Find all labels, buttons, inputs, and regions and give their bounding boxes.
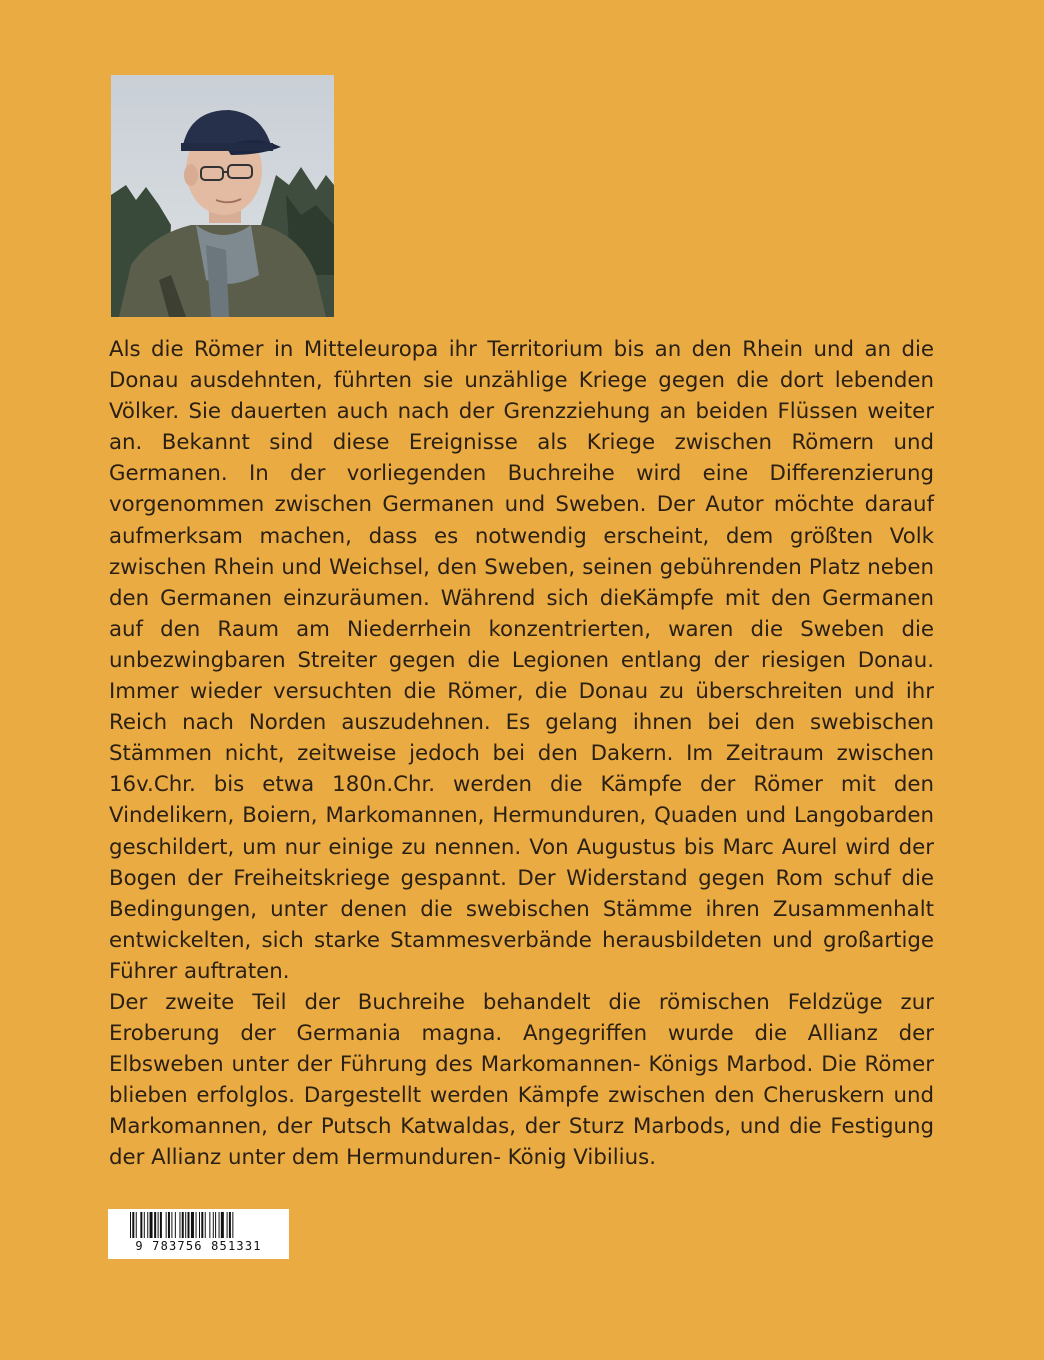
barcode-bar (168, 1212, 170, 1238)
barcode-bars (108, 1209, 289, 1241)
barcode-bar (136, 1212, 137, 1238)
book-description (109, 334, 934, 1174)
barcode-bar (144, 1212, 145, 1238)
barcode-bar (229, 1212, 231, 1238)
barcode-bar (199, 1212, 200, 1238)
author-photo (111, 75, 334, 317)
barcode-bar (227, 1212, 228, 1238)
barcode-bar (179, 1212, 180, 1238)
barcode-bar (213, 1212, 214, 1238)
barcode-bar (209, 1212, 210, 1238)
barcode-bar (175, 1212, 176, 1238)
barcode-bar (188, 1212, 190, 1238)
barcode-bar (158, 1212, 159, 1238)
barcode-bar (191, 1212, 194, 1238)
barcode-bar (182, 1212, 184, 1238)
barcode-bar (201, 1212, 203, 1238)
barcode-bar (132, 1212, 134, 1238)
barcode-bar (171, 1212, 172, 1238)
barcode-bar (221, 1212, 224, 1238)
barcode-bar (147, 1212, 148, 1238)
description-paragraph-2: Der zweite Teil der Buchreihe behandelt die römischen Feldzüge zur Eroberung der Germania magna. Angegriffen wurde die Allianz der Elbsweben unter der Führung des Markomannen- Königs Marbod. Die Römer blieben erfolglos. Dargestellt werden Kämpfe zwischen den Cheruskern und Markomannen, der Putsch Katwaldas, der Sturz Marbods, und die Festigung der Allianz unter dem Hermunduren- König Vibilius. (109, 989, 934, 1171)
barcode-bar (219, 1212, 220, 1238)
author-portrait-image (111, 75, 334, 317)
description-paragraph-1: Als die Römer in Mitteleuropa ihr Territorium bis an den Rhein und an die Donau ausdehnten, führten sie unzählige Kriege gegen die dort lebenden Völker. Sie dauerten auch nach der Grenzziehung an beiden Flüssen weiter an. Bekannt sind diese Ereignisse als Kriege zwischen Römern und Germanen. In der vorliegenden Buchreihe wird eine Differenzierung vorgenommen zwischen Germanen und Sweben. Der Autor möchte darauf aufmerksam machen, dass es notwendig erscheint, dem größten Volk zwischen Rhein und Weichsel, den Sweben, seinen gebührenden Platz neben den Germanen einzuräumen. Während sich dieKämpfe mit den Germanen auf den Raum am Niederrhein konzentrierten, waren die Sweben die unbezwingbaren Streiter gegen die Legionen entlang der riesigen Donau. Immer wieder versuchten die Römer, die Donau zu überschreiten und ihr Reich nach Norden auszudehnen. Es gelang ihnen bei den swebischen Stämmen nicht, zeitweise jedoch bei den Dakern. Im Zeitraum zwischen 16v.Chr. bis etwa 180n.Chr. werden die Kämpfe der Römer mit den Vindelikern, Boiern, Markomannen, Hermunduren, Quaden und Langobarden geschildert, um nur einige zu nennen. Von Augustus bis Marc Aurel wird der Bogen der Freiheitskriege gespannt. Der Widerstand gegen Rom schuf die Bedingungen, unter denen die swebischen Stämme ihren Zusammenhalt entwickelten, sich starke Stammesverbände herausbildeten und großartige Führer auftraten. (109, 337, 934, 984)
barcode-bar (140, 1212, 142, 1238)
isbn-barcode (108, 1209, 289, 1259)
barcode-bar (205, 1212, 206, 1238)
barcode-bar (160, 1212, 162, 1238)
barcode-bar (150, 1212, 153, 1238)
barcode-bar (232, 1212, 233, 1238)
barcode-bar (166, 1212, 167, 1238)
barcode-bar (154, 1212, 156, 1238)
barcode-bar (196, 1212, 197, 1238)
barcode-bar (215, 1212, 216, 1238)
barcode-bar (130, 1212, 131, 1238)
barcode-bar (185, 1212, 186, 1238)
isbn-number: 9 783756 851331 (135, 1239, 262, 1253)
